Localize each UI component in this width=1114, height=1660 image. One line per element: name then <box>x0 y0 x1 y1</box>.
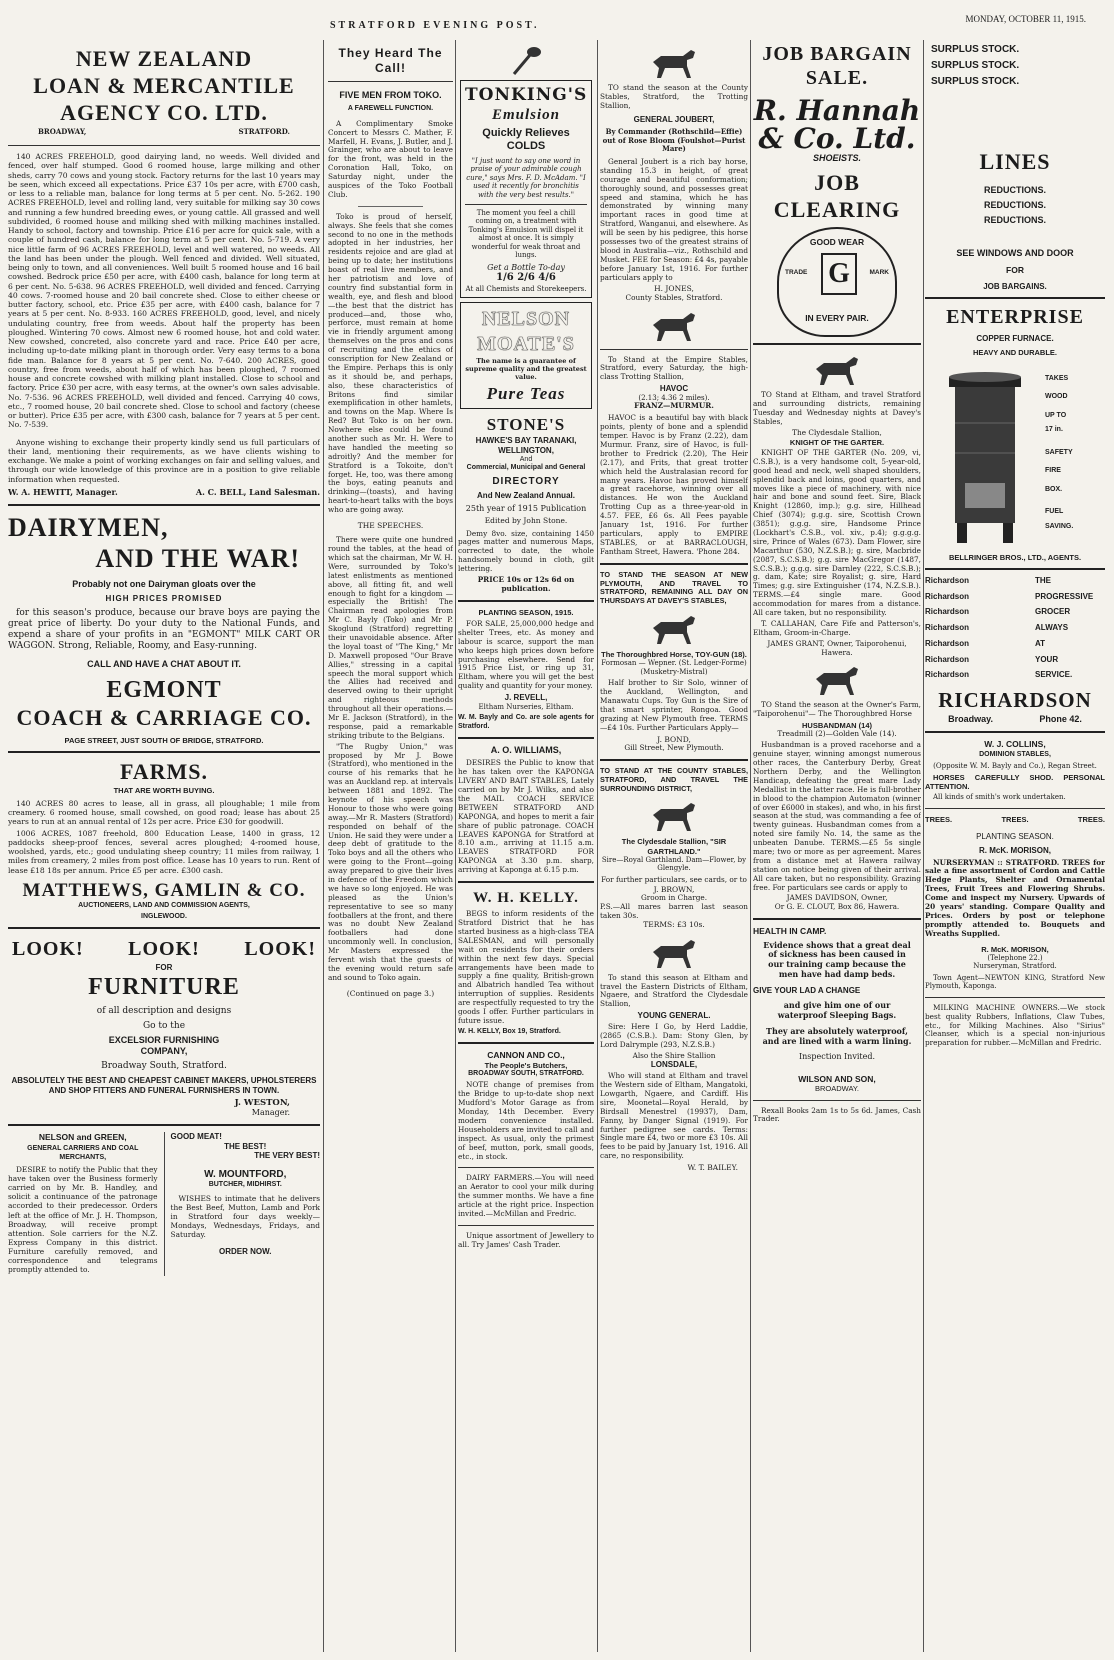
advert-company: COMPANY, <box>140 1046 188 1057</box>
advert-title: RICHARDSON <box>938 688 1092 713</box>
advert-pedigree: Formosan — Wepner. (St. Ledger-Forme) (Musketry-Mistral) <box>601 659 747 676</box>
furnace-feature: WOOD <box>1045 393 1068 401</box>
advert-signature: Manager. <box>251 1108 290 1118</box>
horse-illustration <box>753 351 921 387</box>
health-in-camp-advert <box>753 926 921 1093</box>
advert-signature: T. CALLAHAN, Care Fife and Patterson's, Eltham, Groom-in-Charge. <box>753 618 921 637</box>
advert-title: TONKING'S <box>465 85 588 105</box>
advert-signature: Nurseryman, Stratford. <box>973 962 1057 971</box>
advert-pedigree: Sire—Royal Garthland. Dam—Flower, by Glengyle. <box>601 855 747 873</box>
horse-illustration <box>600 610 748 646</box>
advert-subtitle: The Clydesdale Stallion, <box>792 427 882 437</box>
joubert-advert <box>600 84 748 303</box>
advert-signature: WILSON AND SON, <box>798 1074 876 1085</box>
cannon-advert <box>458 1050 594 1161</box>
advert-body: Husbandman is a proved racehorse and a genuine stayer, winning amongst numerous other races, the Canterbury Derby, Great Northern Derby, and the Wellington Handicap, defeating the great mare Lady Medallist in the latter race. He is full-brother in blood to the champion Automaton (winner of over £6000 in stakes), and who, in his first season at the stud, was commanding a fee of twenty guineas. Husbandman comes from a noted sire family No. 14, the same as the unbeaten Danube. TERMS.—£5 5s single mare; two or more as per agreement. Mares from a distance met at Hawera railway station on notice being given of their arrival. All care taken, but no responsibility. Grazing free. For particulars see cards or apply to <box>753 740 921 892</box>
surplus-stock-list <box>925 44 1105 89</box>
issue-date: MONDAY, OCTOBER 11, 1915. <box>965 14 1086 24</box>
advert-title: W. J. COLLINS, <box>984 738 1046 749</box>
advert-signature: J. WESTON, <box>234 1097 290 1108</box>
advert-title: SALE. <box>805 67 869 90</box>
reductions-label: REDUCTIONS. <box>983 200 1046 211</box>
advert-title: CANNON AND CO., <box>487 1050 565 1061</box>
furnace-feature: 17 in. <box>1045 426 1063 434</box>
advert-pedigree: Treadmill (2)—Golden Vale (14). <box>777 729 897 739</box>
furnace-feature: BOX. <box>1045 485 1063 493</box>
advert-body: Who will stand at Eltham and travel the Western side of Eltham, Mangatoki, Lowgarth, Ngaere, and Cardiff. His sire, Moonetal—Royal Herald, by Birdsall Menestrel (19937), Dam, Fanny, by Danger Signal (1919). For further pedigree see cards. Terms: Single mare £4, two or more £3 10s. All fees to be paid by January 1st, 1916. All care, no responsibility. <box>600 1071 748 1161</box>
advert-call: ORDER NOW. <box>219 1247 272 1257</box>
advert-subtitle: GENERAL CARRIERS AND COAL MERCHANTS, <box>27 1145 139 1161</box>
column-6 <box>925 40 1105 1652</box>
advert-headline: THE VERY BEST! <box>254 1151 320 1161</box>
advert-subtitle: AUCTIONEERS, LAND AND COMMISSION AGENTS, <box>78 902 250 910</box>
advert-title: FURNITURE <box>88 974 240 1001</box>
richardson-slogan-word: YOUR <box>1035 654 1059 664</box>
article-subheadline: A FAREWELL FUNCTION. <box>347 105 434 113</box>
nz-loan-advert <box>8 46 320 498</box>
advert-body: Evidence shows that a great deal of sickness has been caused in our training camp because the men have had damp beds. <box>763 939 911 979</box>
advert-title: NEW ZEALAND <box>75 46 253 71</box>
trees-label: TREES. <box>925 814 953 824</box>
advert-title: LONSDALE, <box>650 1060 698 1070</box>
advert-body: Anyone wishing to exchange their property kindly send us full particulars of their land, mentioning their requirements, as we have clients wishing to exchange. We make a point of working exchanges on fair and selling values, and through our wide knowledge of this province are in a position to give reliable information when requested. <box>8 437 320 484</box>
richardson-name: Richardson <box>925 654 970 664</box>
knight-garter-advert <box>753 391 921 657</box>
advert-signature: W. T. BAILEY. <box>687 1163 738 1173</box>
richardson-advert <box>925 576 1105 725</box>
farms-advert <box>8 759 320 921</box>
advert-title: LOAN & MERCANTILE <box>33 72 295 98</box>
advert-company: EXCELSIOR FURNISHING <box>108 1035 220 1046</box>
article-continuation: (Continued on page 3.) <box>346 988 435 998</box>
advert-title: JOB BARGAIN <box>762 43 912 65</box>
advert-intro: To stand this season at Eltham and travel the Eastern Districts of Eltham, Ngaere, and Stratford the Clydesdale Stallion, <box>600 972 748 1009</box>
richardson-slogan-word: THE <box>1035 575 1051 585</box>
advert-subtitle: Go to the <box>142 1021 186 1032</box>
advert-subtitle: Also the Shire Stallion <box>632 1050 716 1060</box>
advert-headline: CLEARING <box>773 196 901 222</box>
advert-title: COACH & CARRIAGE CO. <box>16 704 312 730</box>
horse-illustration <box>600 307 748 343</box>
advert-address: BROADWAY, <box>38 127 87 137</box>
surplus-stock-label: SURPLUS STOCK. <box>931 44 1020 55</box>
furnace-feature: TAKES <box>1045 374 1069 382</box>
classified-notice: Rexall Books 2am 1s to 5s 6d. James, Cash Trader. <box>753 1105 921 1124</box>
trees-label: TREES. <box>1077 814 1105 824</box>
advert-body: NOTE change of premises from the Bridge to up-to-date shop next Mudford's Motor Garage as from Monday, 14th December. Every modern convenience installed. Householders are invited to call and inspect. As usual, only the primest of beef, mutton, pork, small goods, etc., in stock. <box>458 1080 594 1161</box>
column-3 <box>458 40 594 1652</box>
advert-body: DESIRES the Public to know that he has taken over the KAPONGA LIVERY AND BAIT STABLES, Lately carried on by Mr J. Wilks, and also the MAIL COACH SERVICE BETWEEN STRATFORD AND KAPONGA, and hopes to merit a fair share of public patronage. COACH LEAVES KAPONGA for Stratford at 8.10 a.m., arriving at 11.15 a.m. LEAVES STRATFORD FOR KAPONGA at 3.30 p.m. sharp, arriving at Kaponga at 6.15 p.m. <box>458 758 594 875</box>
advert-agents: W. M. Bayly and Co. are sole agents for Stratford. <box>458 714 594 730</box>
article-paragraph: A Complimentary Smoke Concert to Messrs C. Mather, F. Marfell, H. Evans, J. Butler, and J. Grainger, who are about to leave for the front, was held in the Coronation Hall, Toko, on Saturday night, under the auspices of the Toko Football Club. <box>328 118 453 199</box>
hannah-logo-text: R. Hannah & Co. Ltd. <box>753 93 921 155</box>
richardson-name: Richardson <box>925 623 970 633</box>
advert-signature: Groom in Charge. <box>640 892 708 902</box>
advert-signature: J. BROWN, <box>653 884 695 894</box>
advert-address: Broadway South, Stratford. <box>101 1061 227 1072</box>
advert-body: KNIGHT OF THE GARTER (No. 209, vi, C.S.B.), is a very handsome colt, 5-year-old, good head and neck, well shaped shoulders, splendid back and loins, good quarters, and moves like a piece of machinery, with nice hair and bone and sound feet. Sire, Black Knight (12860, imp.); g.g. sire, Hillhead Chief (3074); g.g.g. sire, Scottish Crown (3851); g.g.g. sire, Handsome Prince (Lockhart's C.S.B., vol. xiv., p.4); g.g.g.g. sire, Prince of Wales (673). Dam Flower, sire Macarthur (530, N.Z.S.B.); g. sire, Macbride (2087, S.C.S.B.); g.g. sire MacGregor (1487, S.C.S.B.); g.g.g. sire Darnley (222, S.C.S.B.); g. dam, Kate; sire Royalist; g. sire, Hard Times; g.g. sire Extinguisher (174, N.Z.S.B.). TERMS.—£4 single mare. Good accommodation for mares from a distance. All care taken, but no responsibility. <box>753 448 921 618</box>
advert-pedigree: By Commander (Rothschild—Effie) out of Rose Bloom (Foulshot—Purist Mare) <box>602 127 746 154</box>
advert-body: FOR <box>1006 265 1024 276</box>
advert-headline: DIRECTORY <box>492 475 560 487</box>
advert-signature: W. A. HEWITT, Manager. <box>8 486 118 497</box>
article-paragraph: There were quite one hundred round the tables, at the head of which sat the chairman, Mr W. H. Were, surrounded by Toko's latest enlistments as mentioned above, all fitting fit, and well enough to fight for a kingdom —especially the British! The Chairman read apologies from Mr C. Bayly (Toko) and Mr P. Skoglund (Stratford) regretting their unavoidable absence. After the loyal toast of "The King," Mr D. Maxwell proposed "Our Brave Allies," stressing in a capital speech the moral support which the Allies had received and deserved owing to their upright and righteous methods throughout all their operations.—Mr E. Jackson (Stratford), in the response, paid a remarkable striking tribute to the Belgians. <box>328 535 453 740</box>
advert-headline: LOOK! <box>128 938 200 961</box>
advert-record: (2.13; 4.36 2 miles). <box>638 393 710 402</box>
advert-headline: Quickly Relieves COLDS <box>482 127 570 153</box>
advert-testimonial: "I just want to say one word in praise of your admirable cough cure," says Mrs. F. D. McAdam. "I used it recently for bronchitis with the very best results." <box>466 156 586 199</box>
advert-title: The Thoroughbred Horse, TOY-GUN (18). <box>601 650 747 660</box>
advert-title: PLANTING SEASON, 1915. <box>478 607 574 617</box>
advert-title: MATTHEWS, GAMLIN & CO. <box>22 879 306 901</box>
surplus-stock-label: SURPLUS STOCK. <box>931 76 1020 88</box>
trademark-g-glyph: G <box>821 253 857 295</box>
advert-body: and give him one of our waterproof Sleeping Bags. <box>777 1000 897 1021</box>
trademark-text: TRADE <box>785 269 808 277</box>
young-general-advert <box>600 974 748 1173</box>
advert-body: BEGS to inform residents of the Stratford District that he has started business as a high-class TEA SALESMAN, and will personally wait on residents for their orders within the next few days. Special arrangements have been made to supply a fine quality, British-grown and Albatrich handled Tea without interruption of supplies. Residents are respectfully requested to try the goods I offer. Further particulars in future issue. <box>458 909 594 1025</box>
column-2 <box>328 40 453 1652</box>
advert-signature: Eltham Nurseries, Eltham. <box>478 702 574 711</box>
advert-subtitle: Commercial, Municipal and General <box>466 464 586 472</box>
advert-intro: To Stand at the Empire Stables, Stratford, every Saturday, the high-class Trotting Stallion, <box>600 354 748 382</box>
furnace-feature: SAVING. <box>1045 522 1074 530</box>
advert-phone: (Telephone 22.) <box>987 953 1043 962</box>
column-1 <box>8 40 320 1652</box>
havoc-advert <box>600 356 748 557</box>
stones-directory-advert <box>458 415 594 593</box>
advert-title: Emulsion <box>491 106 561 123</box>
advert-body: General Joubert is a rich bay horse, standing 15.3 in height, of great courage and beautiful conformation; thoroughly sound, and possesses great speed and stamina, which he has demonstrated by winning many important races in good time at Stratford, Wanganui, and elsewhere. As will be seen by his pedigree, this horse possesses two of the greatest strains of blood in Australia—viz., Rothschild and Musket. FEE for Season: £4 4s, payable before January 1st, 1916. For further particulars apply to <box>600 157 748 282</box>
article-kicker: They Heard The Call! <box>338 46 443 75</box>
advert-subtitle: FOR <box>155 963 173 973</box>
advert-call: CALL AND HAVE A CHAT ABOUT IT. <box>87 658 241 669</box>
advert-signature: JAMES DAVIDSON, Owner, <box>786 893 888 903</box>
revell-advert <box>458 608 594 732</box>
advert-title: AGENCY CO. LTD. <box>60 99 268 125</box>
advert-phone: Phone 42. <box>1039 713 1082 724</box>
advert-terms: TERMS: £3 10s. <box>643 920 705 930</box>
advert-title: The Clydesdale Stallion, "SIR GARTHLAND." <box>621 837 727 856</box>
advert-subtitle: SHOEISTS. <box>812 152 861 163</box>
advert-body: ABSOLUTELY THE BEST AND CHEAPEST CABINET MAKERS, UPHOLSTERERS AND SHOP FITTERS AND FUNERAL FURNISHERS IN TOWN. <box>11 1076 317 1096</box>
advert-body: SEE WINDOWS AND DOOR <box>956 248 1074 259</box>
advert-intro: TO STAND AT THE COUNTY STABLES, STRATFORD, AND TRAVEL THE SURROUNDING DISTRICT, <box>600 765 748 793</box>
furnace-feature: UP TO <box>1045 411 1067 419</box>
advert-body: Half brother to Sir Solo, winner of the Auckland, Wellington, and Manawatu Cups. Toy Gun is the Sire of that smart sprinter, Rongoa. Good grazing at New Plymouth free. TERMS—£4 10s. Further Particulars Apply— <box>600 678 748 732</box>
richardson-slogan-word: GROCER <box>1035 607 1071 617</box>
advert-title: NELSON MOATE'S <box>477 308 575 355</box>
advert-body: 1006 ACRES, 1087 freehold, 800 Education Lease, 1400 in grass, 12 paddocks sheep-proof fences, several acres ploughed; 4-roomed house, woolshed, yards, etc.; good undulating sheep country; 11 miles from railway, 1 miles from creamery, 2 miles from post office. Lease has 10 years to run. Rent of lease £18 18s per annum. Price £5 per acre. £300 cash. <box>8 828 320 875</box>
advert-intro: TO Stand at Eltham, and travel Stratford and surrounding districts, remaining Tuesday and Wednesday nights at Davey's Stables, <box>753 390 921 427</box>
advert-headline: LINES <box>979 148 1051 174</box>
advert-title: KNIGHT OF THE GARTER. <box>789 437 885 447</box>
good-wear-trademark <box>753 227 921 337</box>
advert-title: EGMONT <box>106 676 222 703</box>
horse-illustration <box>600 934 748 970</box>
advert-headline: THE BEST! <box>224 1141 267 1151</box>
furnace-illustration <box>925 363 1045 553</box>
advert-address: (Opposite W. M. Bayly and Co.), Regan Street. <box>933 761 1097 770</box>
advert-body: All kinds of smith's work undertaken. <box>933 793 1066 802</box>
reductions-label: REDUCTIONS. <box>983 185 1046 196</box>
column-5 <box>753 40 921 1652</box>
classified-notice: DAIRY FARMERS.—You will need an Aerator to cool your milk during the summer months. We have a fine article at the right price. Inspection invited.—McMillan and Fredric. <box>458 1173 594 1218</box>
trademark-text: GOOD WEAR <box>809 237 865 248</box>
horse-illustration <box>600 797 748 833</box>
richardson-name: Richardson <box>925 575 970 585</box>
advert-title: STONE'S <box>486 415 566 435</box>
williams-advert <box>458 745 594 875</box>
column-rule <box>455 40 456 1652</box>
advert-subtitle: HIGH PRICES PROMISED <box>105 593 223 603</box>
morison-advert <box>925 815 1105 991</box>
richardson-name: Richardson <box>925 607 970 617</box>
advert-headline: GIVE YOUR LAD A CHANGE <box>753 985 861 995</box>
advert-intro: TO STAND THE SEASON AT NEW PLYMOUTH, AND TRAVEL TO STRATFORD, REMAINING ALL DAY ON THURSDAYS AT DAVEY'S STABLES, <box>600 569 748 606</box>
advert-title: R. McK. MORISON, <box>978 845 1051 855</box>
advert-intro: TO Stand the season at the Owner's Farm, "Taiporohenui"— The Thoroughbred Horse <box>753 700 921 719</box>
article-headline: FIVE MEN FROM TOKO. <box>339 90 442 101</box>
advert-body: HORSES CAREFULLY SHOD. PERSONAL ATTENTION. <box>925 773 1105 792</box>
richardson-slogan-word: ALWAYS <box>1035 623 1069 633</box>
tonkings-advert <box>460 80 592 298</box>
trademark-text: IN EVERY PAIR. <box>805 313 869 324</box>
advert-title: FARMS. <box>119 758 209 784</box>
advert-intro: TO stand the season at the County Stables, Stratford, the Trotting Stallion, <box>600 83 748 110</box>
advert-subtitle: of all description and designs <box>96 1006 232 1017</box>
advert-address: BROADWAY SOUTH, STRATFORD. <box>468 1069 584 1077</box>
advert-subtitle: HAWKE'S BAY TARANAKI, WELLINGTON, <box>475 436 577 455</box>
dairymen-advert <box>8 512 320 745</box>
masthead <box>0 0 1114 40</box>
trademark-text: MARK <box>869 269 889 277</box>
advert-title: DAIRYMEN, <box>8 512 169 542</box>
advert-title: YOUNG GENERAL. <box>637 1011 711 1021</box>
advert-subtitle: COPPER FURNACE. <box>976 333 1054 343</box>
advert-subtitle: And New Zealand Annual. <box>477 490 575 500</box>
advert-editor: Edited by John Stone. <box>484 516 568 526</box>
advert-address: Broadway. <box>948 713 994 724</box>
advert-edition: 25th year of 1915 Publication <box>465 503 587 513</box>
advert-title: HAVOC <box>659 384 689 394</box>
advert-headline: JOB <box>814 169 860 195</box>
advert-stockists: At all Chemists and Storekeepers. <box>465 284 587 293</box>
advert-body: FOR SALE, 25,000,000 hedge and shelter Trees, etc. As money and labour is scarce, support the man who keeps high prices down before purchasing elsewhere. Send for 1915 Price List, or ring up 31, Eltham, where you will get the best quality and quantity for your money. <box>458 618 594 691</box>
advert-signature: R. McK. MORISON, <box>981 944 1049 954</box>
advert-signature: BROADWAY. <box>814 1084 860 1094</box>
hannah-advert <box>753 42 921 337</box>
richardson-name: Richardson <box>925 638 970 648</box>
advert-subtitle: DOMINION STABLES, <box>979 750 1051 758</box>
furnace-feature: SAFETY <box>1045 448 1073 456</box>
advert-call: Inspection Invited. <box>798 1052 876 1062</box>
richardson-slogan-word: SERVICE. <box>1035 670 1073 680</box>
advert-headline: LOOK! <box>12 938 84 961</box>
advert-signature: County Stables, Stratford. <box>625 292 723 302</box>
advert-subtitle: And <box>519 455 533 463</box>
richardson-slogan-word: PROGRESSIVE <box>1035 591 1094 601</box>
trees-label: TREES. <box>1001 814 1029 824</box>
advert-signature: JAMES GRANT, Owner, Taiporohenui, Hawera. <box>767 638 907 657</box>
advert-body: They are absolutely waterproof, and are lined with a warm lining. <box>762 1025 912 1046</box>
advert-title: HEALTH IN CAMP. <box>753 926 827 937</box>
column-rule <box>750 40 751 1652</box>
advert-title: W. MOUNTFORD, <box>204 1169 287 1181</box>
advert-pedigree: FRANZ—MURMUR. <box>634 401 714 411</box>
advert-body: 140 ACRES FREEHOLD, good dairying land, no weeds. Well divided and fenced, over half stumped. Good 6 roomed house, large milking and other sheds, carry 70 cows and young stock. Factory returns for the last 10 years may be seen, which exceed all expectations. Price £37 10s per acre, with £700 cash, or less to a reliable man, balance for long terms at 5 per cent. No. 5-262. 190 ACRES FREEHOLD, level and rolling land, very suitable for milking say 30 cows and running a few hundred breeding ewes, or young cattle. All grassed and well subdivided, 6 roomed house and milking shed with milking machines installed. Handy to school, factory and township. Price £16 per acre for quick sale, with a couple of hundred cash, balance for long term at 5 per cent. No. 5-719. A very nice little farm of 96 ACRES FREEHOLD, level and well watered, no weeds. All the land has been under the plough. Well fenced and divided. Well situated, being only to town, and all conveniences. Well built 5 roomed house and 16 bail cowshed. Bedrock price £50 per acre, with £400 cash, balance for long term at 6 per cent. No. 5-638. 96 ACRES FREEHOLD, well divided and fenced. Carrying 40 cows. 7-roomed house and 20 bail concrete shed. Close to either cheese or butter factory, school, etc. Price £35 per acre, with £400 cash, balance for 7 years at 5 per cent. No. 8-933. 160 ACRES FREEHOLD, good, level, and nicely undulating country, free from weeds. About half the property has been ploughed. Wintering 70 cows. Almost new 6 roomed house, hot and cold water. New cowshed, concreted, also concrete yard and race. Price £40 per acre, including up-to-date milking plant in thorough order. Very easy terms to a bona fide man. Balance for 8 years at 5 per cent. No. 7-640. 200 ACRES, good country, free from weeds, about half of which has been ploughed, 7 roomed house and concrete cowshed with milking plant installed. Close to school and factory. Price £30 per acre, with easy terms, at the owner's own sales advisable. No. 7-536. 96 ACRES FREEHOLD, well divided and fenced. Carrying 40 cows, etc., 7 roomed house, 20 bail concrete shed. Close to school and factory (cheese or butter). Price £35 per acre, with £300 cash, balance for 7 years at 5 per cent. No. 7-539. <box>8 152 320 430</box>
spoon-illustration <box>458 44 594 76</box>
toy-gun-advert <box>600 571 748 753</box>
advert-body: JOB BARGAINS. <box>983 281 1047 291</box>
advert-headline: GOOD MEAT! <box>170 1131 222 1141</box>
advert-town: STRATFORD. <box>238 127 290 137</box>
husbandman-advert <box>753 701 921 912</box>
advert-title: AND THE WAR! <box>95 544 300 574</box>
advert-subtitle: BUTCHER, MIDHIRST. <box>208 1181 282 1189</box>
collins-advert <box>925 739 1105 802</box>
advert-note: P.S.—All mares barren last season taken 30s. <box>600 901 748 920</box>
furniture-advert <box>8 935 320 1118</box>
advert-title: ENTERPRISE <box>946 306 1084 329</box>
classified-notice: Unique assortment of Jewellery to all. Try James' Cash Trader. <box>458 1230 594 1249</box>
advert-body: for this season's produce, because our brave boys are paying the great price of liberty. Do your duty to the National Funds, and expend a share of your profits in an "EGMONT" MILK CART OR WAGGON. Strong, Reliable, Roomy, and Easy-running. <box>8 607 320 652</box>
richardson-name: Richardson <box>925 591 970 601</box>
classified-notice: MILKING MACHINE OWNERS.—We stock best quality Rubbers, Inflations, Claw Tubes, etc., for Milking Machines. Also "Sirius" Cleanser, which is a special non-injurious preparation for rubber.—McMillan and Fredric. <box>925 1002 1105 1048</box>
nelson-green-advert <box>8 1132 158 1276</box>
advert-body: WISHES to intimate that he delivers the Best Beef, Mutton, Lamb and Pork in Stratford four days weekly—Mondays, Wednesdays, Fridays, and Saturday. <box>170 1193 320 1240</box>
advert-body: The moment you feel a chill coming on, a treatment with Tonking's Emulsion will dispel it almost at once. It is simply wonderful for weak throat and lungs. <box>468 208 584 260</box>
column-rule <box>923 40 924 1652</box>
advert-title: GENERAL JOUBERT, <box>633 114 715 124</box>
surplus-stock-label: SURPLUS STOCK. <box>931 60 1020 72</box>
furnace-feature: FUEL <box>1045 508 1064 516</box>
advert-address: PAGE STREET, JUST SOUTH OF BRIDGE, STRATFORD. <box>64 735 264 745</box>
article-section-heading: THE SPEECHES. <box>357 521 424 531</box>
advert-title: A. O. WILLIAMS, <box>490 745 562 756</box>
advert-price: 1/6 2/6 4/6 <box>496 272 556 284</box>
advert-title: NELSON and GREEN, <box>38 1131 127 1142</box>
advert-title: W. H. KELLY. <box>473 889 579 906</box>
column-rule <box>597 40 598 1652</box>
advert-pedigree: Sire: Here I Go, by Herd Laddie, (2865 (C.S.B.). Dam: Stony Glen, by Lord Dalrymple (293, N.Z.S.B.) <box>600 1021 748 1049</box>
advert-body: HAVOC is a beautiful bay with black points, plenty of bone and a splendid temper. Havoc is by Franz (2.22), dam Murmur. Franz, sire of Havoc, is full-brother to Fredrick (2.20), The Heir (2.17), and Frits, that great trotter which held the Australasian record for many years. Havoc has proved himself a great racehorse, winning over all distances. He won the Auckland Trotting Cup as a three-year-old in 4.57. FEE, £6 6s. All Fees payable January 1st, 1916. For further particulars, apply to EMPIRE STABLES, or at BARRACLOUGH, Fantham Street, Hawera. 'Phone 284. <box>600 413 748 556</box>
advert-signature: Gill Street, New Plymouth. <box>624 742 724 752</box>
nelson-moate-advert <box>460 302 592 409</box>
advert-body: Demy 8vo. size, containing 1450 pages matter and numerous Maps, corrected to date, the whole handsomely bound in cloth, gilt lettering. <box>458 528 594 574</box>
horse-illustration <box>600 44 748 80</box>
advert-headline: LOOK! <box>244 938 316 961</box>
advert-subtitle: The name is a guarantee of supreme quality and the greatest value. <box>465 356 587 381</box>
richardson-name: Richardson <box>925 670 970 680</box>
advert-signature: J. REVELL, <box>504 693 548 703</box>
advert-signature: Or G. E. CLOUT, Box 86, Hawera. <box>774 902 900 912</box>
mountford-advert <box>171 1132 321 1276</box>
advert-agents: BELLRINGER BROS., LTD., AGENTS. <box>948 552 1082 562</box>
furnace-feature: FIRE <box>1045 467 1061 475</box>
kelly-advert <box>458 889 594 1036</box>
advert-call: Get a Bottle To-day <box>487 262 565 272</box>
advert-signature: A. C. BELL, Land Salesman. <box>195 486 320 497</box>
advert-body: For further particulars, see cards, or to <box>601 874 747 884</box>
article-paragraph: Toko is proud of herself, always. She feels that she comes second to no one in the methods adopted in her industries, her residents rejoice and are glad at being up to date; her institutions boast of real live members, and her patriotism and love of country find substantial form in wealth, eye, and flesh and blood—the best that the district has produced—and, those who, perforce, must remain at home vie in friendly argument among themselves on the pros and cons of recruiting and the ethics of conscription for New Zealand or the Empire. Perhaps this is only as it should be, and perhaps, also, these characteristics of Britons find similar exemplification in other hamlets, and towns on the Map. Where Is Red? But Toko is on her own. Nowhere else could be found another such as Mr. H. Were to have handled the meeting so adroitly? And the member for Stratford is a Tokoite, don't forget. He, too, was there among the boys, eating peanuts and drinking—(toasts), and having heart-to-heart talks with the boys who are going away. <box>328 211 453 515</box>
advert-title: Pure Teas <box>486 383 566 403</box>
newspaper-name: STRATFORD EVENING POST. <box>330 20 540 31</box>
advert-signature: H. JONES, <box>654 284 694 294</box>
advert-subtitle: The People's Butchers, <box>484 1060 568 1070</box>
advert-town: INGLEWOOD. <box>141 912 187 920</box>
advert-agents: Town Agent—NEWTON KING, Stratford New Plymouth, Kaponga. <box>925 973 1105 991</box>
article-paragraph: "The Rugby Union," was proposed by Mr J. Bowe (Stratford), who mentioned in the course of his remarks that he was an Auckland rep. at intervals between 1881 and 1892. The keynote of his speech was Honour to those who were going away.—Mr R. Masters (Stratford) responded on behalf of the Union. He said they were under a deep debt of gratitude to the Toko boys and all the others who were going to the Front—going away prepared to give their lives in defence of the Freedom which we have so long enjoyed. He was pleased as the Union's representative to see so many footballers at the front, and there was no doubt New Zealand footballers had done uncommonly well. In conclusion, Mr Masters expressed the fervent wish that the guests of the evening would return safe and sound to Toko again. <box>328 741 453 982</box>
enterprise-furnace-advert <box>925 305 1105 561</box>
richardson-slogan-word: AT <box>1035 638 1046 648</box>
advert-subtitle: Probably not one Dairyman gloats over the <box>72 578 256 589</box>
reductions-label: REDUCTIONS. <box>983 215 1046 226</box>
advert-body: DESIRE to notify the Public that they have taken over the Business formerly carried on by Mr. B. Handley, and solicit a continuance of the patronage accorded to their predecessor. Orders left at the office of Mr. J. H. Thompson, Broadway, will receive prompt attention. Sole carriers for the N.Z. Express Company in this district. Furniture carefully removed, and correspondence and telegrams promptly attended to. <box>8 1165 158 1274</box>
advert-price: PRICE 10s or 12s 6d on publication. <box>477 575 575 593</box>
advert-title: HUSBANDMAN (14) <box>801 721 872 731</box>
column-rule <box>323 40 324 1652</box>
advert-signature: W. H. KELLY, Box 19, Stratford. <box>458 1027 561 1035</box>
advert-signature: J. BOND, <box>657 734 691 744</box>
sir-garthland-advert <box>600 767 748 930</box>
advert-body: NURSERYMAN :: STRATFORD. TREES for sale a fine assortment of Cordon and Cattle Hedge Plants, Shelter and Ornamental Trees, Fruit Trees and Flowering Shrubs. Come and inspect my Nursery. Upwards of 20 years' standing. Compare Quality and Prices. Orders by post or telephone promptly attended to. Bouquets and Wreaths Supplied. <box>925 857 1105 938</box>
advert-subtitle: THAT ARE WORTH BUYING. <box>113 785 215 795</box>
advert-title: PLANTING SEASON. <box>976 832 1054 841</box>
advert-body: 140 ACRES 80 acres to lease, all in grass, all ploughable; 1 mile from creamery. 6 roomed house, small cowshed, on good road; lease has about 25 years to run at an annual rental of 12s per acre. Price £30 for goodwill. <box>8 798 320 827</box>
column-4 <box>600 40 748 1652</box>
advert-subtitle: HEAVY AND DURABLE. <box>972 347 1058 357</box>
horse-illustration <box>753 661 921 697</box>
